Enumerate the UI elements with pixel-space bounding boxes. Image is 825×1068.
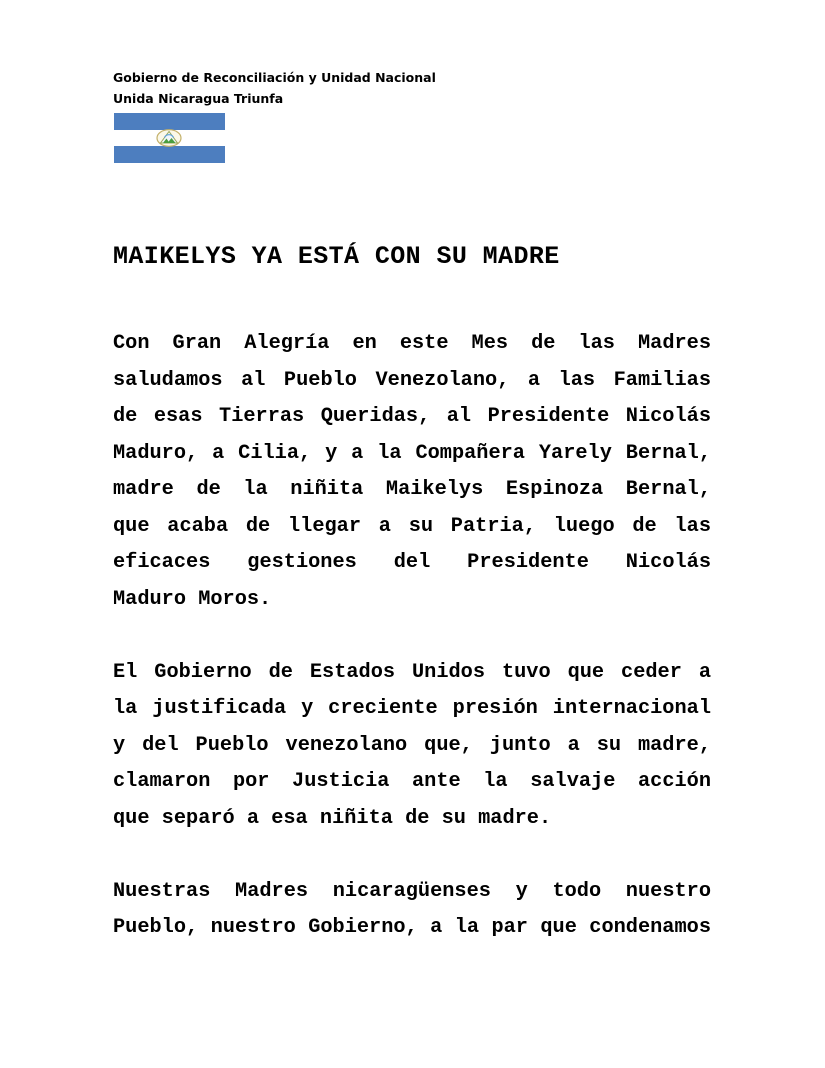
text-line: que separó a esa niñita de su madre. (113, 806, 552, 830)
text-line: clamaron por Justicia ante la salvaje acción (113, 770, 711, 793)
nicaragua-flag (114, 113, 225, 163)
letterhead-line1: Gobierno de Reconciliación y Unidad Nacional (113, 70, 436, 85)
paragraph-3 (113, 874, 711, 947)
text-line: saludamos al Pueblo Venezolano, a las Familias (113, 368, 711, 392)
text-line: eficaces gestiones del Presidente Nicolás (113, 551, 711, 574)
document-body (113, 326, 711, 947)
document-title: MAIKELYS YA ESTÁ CON SU MADRE (113, 242, 560, 271)
text-line: de esas Tierras Queridas, al Presidente Nicolás (113, 405, 711, 428)
text-line: la justificada y creciente presión internacional (113, 697, 711, 720)
text-line: y del Pueblo venezolano que, junto a su madre, (113, 733, 711, 757)
paragraph-1 (113, 326, 711, 618)
flag-stripe-bottom (114, 146, 225, 163)
coat-of-arms-icon (156, 129, 182, 147)
text-line: Con Gran Alegría en este Mes de las Madres (113, 332, 711, 355)
text-line: Pueblo, nuestro Gobierno, a la par que condenamos (113, 916, 711, 939)
text-line: Nuestras Madres nicaragüenses y todo nuestro (113, 879, 711, 903)
text-line: El Gobierno de Estados Unidos tuvo que ceder a (113, 660, 711, 684)
text-line: que acaba de llegar a su Patria, luego de las (113, 514, 711, 538)
text-line: madre de la niñita Maikelys Espinoza Bernal, (113, 478, 711, 501)
letterhead-line2: Unida Nicaragua Triunfa (113, 91, 284, 106)
letterhead (113, 67, 436, 109)
flag-stripe-top (114, 113, 225, 130)
paragraph-2 (113, 655, 711, 838)
text-line: Maduro Moros. (113, 587, 272, 611)
text-line: Maduro, a Cilia, y a la Compañera Yarely Bernal, (113, 441, 711, 465)
